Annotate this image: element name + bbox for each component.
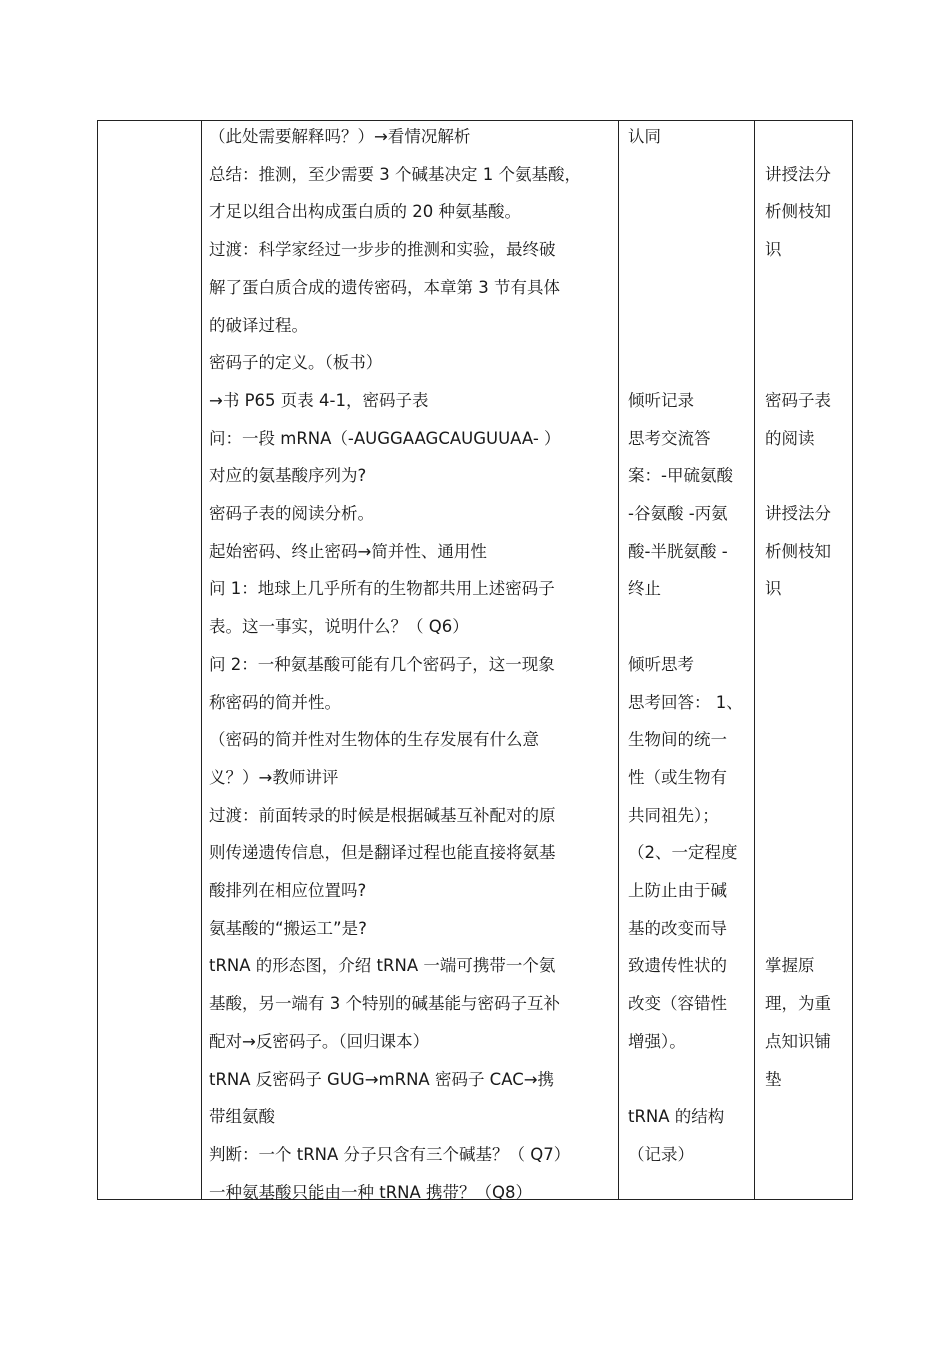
intent-text-line: 析侧枝知 [765,202,831,222]
teacher-text-line: 表。这一事实，说明什么？（ Q6） [209,617,469,637]
intent-text-line: 掌握原 [765,956,815,976]
teacher-text-line: 带组氨酸 [209,1107,275,1127]
teacher-text-line: 才足以组合出构成蛋白质的 20 种氨基酸。 [209,202,521,222]
student-text-line: tRNA 的结构 [628,1107,725,1127]
student-text-line: 认同 [628,127,661,146]
student-text-line: 基的改变而导 [628,918,727,938]
student-text-line: 生物间的统一 [628,730,727,750]
student-text-line: 思考交流答 [628,428,711,448]
student-text-line: 思考回答： 1、 [628,692,743,712]
intent-text-line: 讲授法分 [765,504,831,523]
student-text-line: 改变（容错性 [628,994,727,1014]
student-text-line: 上防止由于碱 [628,881,727,900]
intent-text-line: 密码子表 [765,390,831,410]
teacher-text-line: 密码子表的阅读分析。 [209,504,374,523]
lesson-plan-table [97,120,853,1200]
student-text-line: 共同祖先）； [628,805,719,825]
teacher-text-line: 的破译过程。 [209,315,308,335]
intent-text-line: 点知识铺 [765,1031,831,1051]
teacher-text-line: （密码的简并性对生物体的生存发展有什么意 [209,730,539,750]
intent-text-line: 讲授法分 [765,164,831,184]
teacher-text-line: 对应的氨基酸序列为? [209,466,367,486]
teacher-text-line: →书 P65 页表 4-1，密码子表 [209,390,429,410]
student-text-line: 增强）。 [628,1031,686,1051]
intent-text-line: 的阅读 [765,428,815,448]
teacher-text-line: 过渡：科学家经过一步步的推测和实验，最终破 [209,240,556,260]
teacher-text-line: 问 2：一种氨基酸可能有几个密码子，这一现象 [209,654,555,674]
student-text-line: 性（或生物有 [628,767,727,787]
student-text-line: 致遗传性状的 [628,956,727,976]
column-divider [201,121,202,1199]
teacher-text-line: 一种氨基酸只能由一种 tRNA 携带？（Q8） [209,1182,533,1202]
student-text-line: -谷氨酸 -丙氨 [628,504,728,523]
teacher-text-line: 问 1：地球上几乎所有的生物都共用上述密码子 [209,579,555,599]
student-text-line: 倾听思考 [628,654,694,674]
teacher-text-line: 问：一段 mRNA（-AUGGAAGCAUGUUAA- ） [209,428,561,448]
teacher-text-line: 基酸，另一端有 3 个特别的碱基能与密码子互补 [209,994,560,1014]
student-text-line: 终止 [628,579,661,599]
teacher-text-line: 酸排列在相应位置吗? [209,881,367,900]
teacher-text-line: 解了蛋白质合成的遗传密码，本章第 3 节有具体 [209,277,560,297]
teacher-text-line: 称密码的简并性。 [209,692,341,712]
teacher-text-line: 判断：一个 tRNA 分子只含有三个碱基？（ Q7） [209,1144,571,1164]
student-text-line: 酸-半胱氨酸 - [628,541,728,561]
intent-text-line: 理，为重 [765,994,831,1014]
intent-text-line: 垫 [765,1069,782,1089]
student-text-line: 案：-甲硫氨酸 [628,466,733,486]
teacher-text-line: （此处需要解释吗？）→看情况解析 [209,127,471,146]
teacher-text-line: 义？）→教师讲评 [209,767,339,787]
intent-text-line: 识 [765,240,782,260]
intent-text-line: 析侧枝知 [765,541,831,561]
teacher-text-line: 总结：推测，至少需要 3 个碱基决定 1 个氨基酸， [209,164,581,184]
teacher-text-line: 过渡：前面转录的时候是根据碱基互补配对的原 [209,805,556,825]
student-text-line: （记录） [628,1144,694,1164]
column-divider [754,121,755,1199]
teacher-text-line: 氨基酸的“搬运工”是? [209,918,367,938]
teacher-text-line: 起始密码、终止密码→简并性、通用性 [209,541,487,561]
student-text-line: 倾听记录 [628,390,694,410]
teacher-text-line: 密码子的定义。（板书） [209,353,383,373]
student-text-line: （2、一定程度 [628,843,738,863]
teacher-text-line: 则传递遗传信息，但是翻译过程也能直接将氨基 [209,843,556,863]
teacher-text-line: 配对→反密码子。（回归课本） [209,1031,430,1051]
teacher-text-line: tRNA 反密码子 GUG→mRNA 密码子 CAC→携 [209,1069,555,1089]
column-divider [618,121,619,1199]
teacher-text-line: tRNA 的形态图，介绍 tRNA 一端可携带一个氨 [209,956,556,976]
intent-text-line: 识 [765,579,782,599]
